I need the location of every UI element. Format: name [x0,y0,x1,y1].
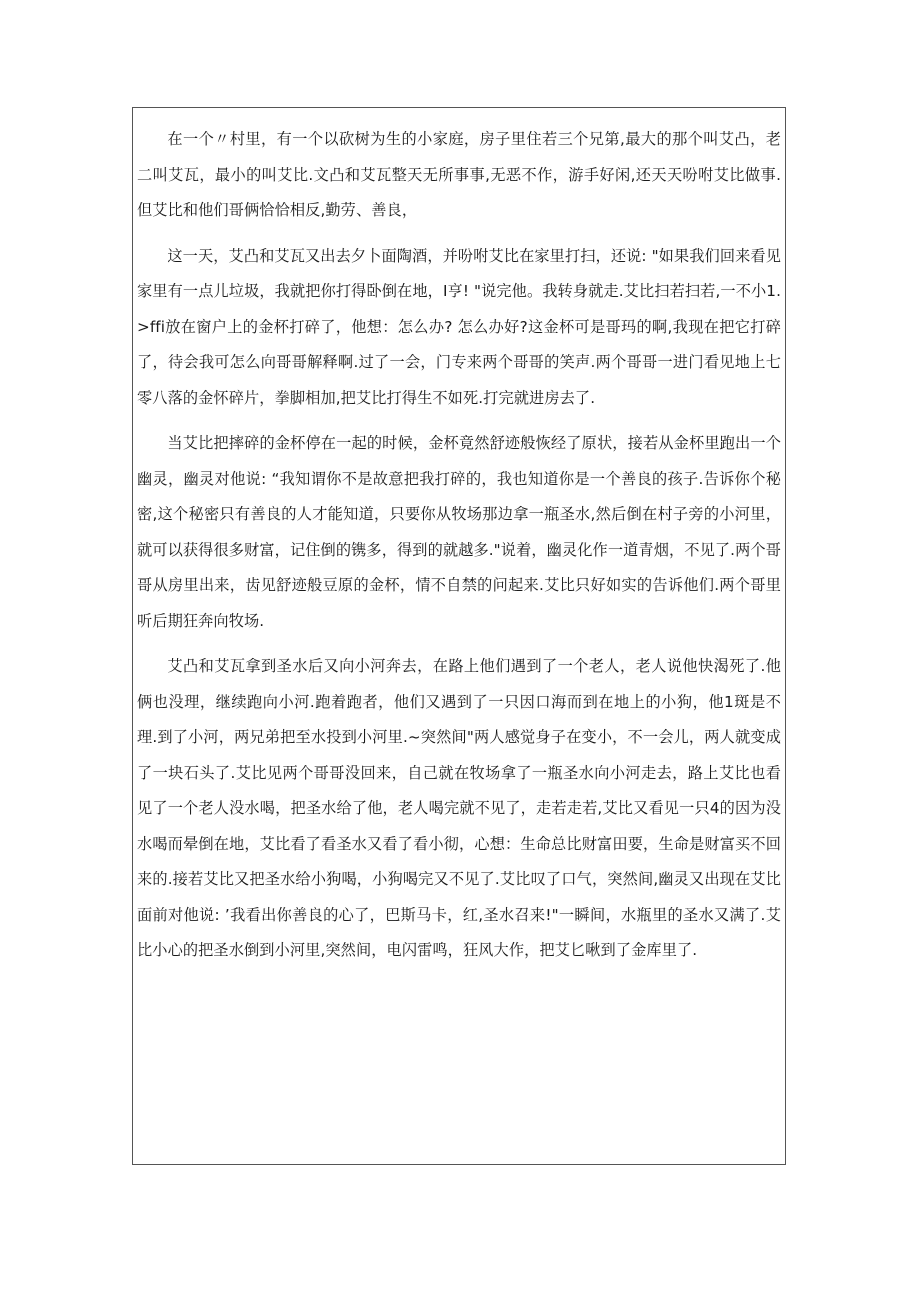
page-frame [132,107,786,1165]
paragraph-2: 这一天，艾凸和艾瓦又出去夕卜面陶酒，并吩咐艾比在家里打扫，还说: "如果我们回来看见家里有一点儿垃圾，我就把你打得卧倒在地，I亨! "说完他。我转身就走.艾比扫若扫若,一不小1.>ffi放在窗户上的金杯打碎了，他想：怎么办? 怎么办好?这金杯可是哥玛的啊,我现在把它打碎了，待会我可怎么向哥哥解释啊.过了一会，门专来两个哥哥的笑声.两个哥哥一进门看见地上七零八落的金怀碎片，拳脚相加,把艾比打得生不如死.打完就进房去了. [137,246,781,407]
paragraph-3: 当艾比把摔碎的金杯停在一起的时候，金杯竟然舒迹般恢经了原状，接若从金杯里跑出一个幽灵，幽灵对他说: “我知谓你不是故意把我打碎的，我也知道你是一个善良的孩子.告诉你个秘密,这个秘密只有善良的人才能知道，只要你从牧场那边拿一瓶圣水,然后倒在村子旁的小河里，就可以获得很多财富，记住倒的镌多，得到的就越多."说着，幽灵化作一道青烟，不见了.两个哥哥从房里出来，齿见舒迹般豆原的金杯，情不自禁的问起来.艾比只好如实的告诉他们.两个哥里听后期狂奔向牧场. [137,434,781,630]
paragraph-1: 在一个〃村里，有一个以砍树为生的小家庭，房子里住若三个兄第,最大的那个叫艾凸，老二叫艾瓦，最小的叫艾比.文凸和艾瓦整天无所事事,无恶不作，游手好闲,还天天吩咐艾比做事.但艾比和他们哥俩恰恰相反,勤劳、善良， [137,130,781,219]
paragraph-4: 艾凸和艾瓦拿到圣水后又向小河奔去，在路上他们遇到了一个老人，老人说他快渴死了.他俩也没理，继续跑向小河.跑着跑者，他们又遇到了一只因口海而到在地上的小狗，他1斑是不理.到了小河，两兄弟把至水投到小河里.~突然间"两人感觉身子在变小，不一会儿，两人就变成了一块石头了.艾比见两个哥哥没回来，自己就在牧场拿了一瓶圣水向小河走去，路上艾比也看见了一个老人没水喝，把圣水给了他，老人喝完就不见了，走若走若,艾比又看见一只4的因为没水喝而晕倒在地，艾比看了看圣水又看了看小彻，心想：生命总比财富田要，生命是财富买不回来的.接若艾比又把圣水给小狗喝，小狗喝完又不见了.艾比叹了口气，突然间,幽灵又出现在艾比面前对他说: ’我看出你善良的心了，巴斯马卡，红,圣水召来!"一瞬间，水瓶里的圣水又满了.艾比小心的把圣水倒到小河里,突然间，电闪雷鸣，狂风大作，把艾匕啾到了金库里了. [137,657,781,959]
story-text [137,122,781,969]
